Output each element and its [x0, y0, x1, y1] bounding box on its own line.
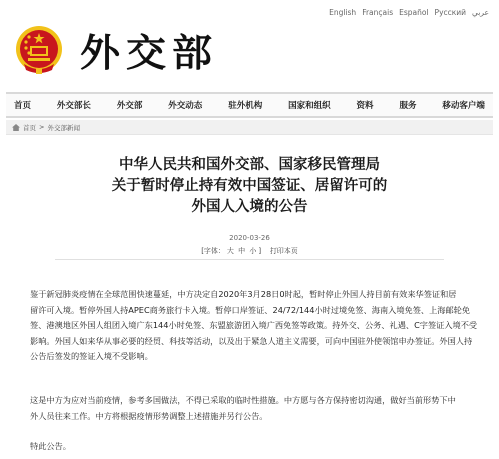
- breadcrumb-home[interactable]: 首页: [23, 123, 36, 132]
- title-line: 中华人民共和国外交部、国家移民管理局: [119, 157, 380, 173]
- paragraph-line: 影响。外国人如来华从事必要的经贸、科技等活动，以及出于紧急人道主义需要，可向中国驻外使领馆申办签证。外国人持: [30, 335, 473, 346]
- nav-countries[interactable]: 国家和组织: [288, 101, 331, 111]
- paragraph-line: 特此公告。: [30, 441, 71, 451]
- breadcrumb-section[interactable]: 外交部新闻: [47, 123, 80, 132]
- font-large-button[interactable]: 大: [226, 247, 234, 255]
- nav-missions[interactable]: 驻外机构: [228, 101, 263, 111]
- font-medium-button[interactable]: 中: [238, 247, 246, 255]
- paragraph-line: 鉴于新冠肺炎疫情在全球范围快速蔓延，中方决定自2020年3月28日0时起，暂时停止外国人持目前有效来华签证和居: [30, 289, 457, 299]
- article-paragraph: [30, 439, 478, 455]
- lang-english[interactable]: English: [329, 8, 357, 17]
- home-icon: [12, 124, 20, 131]
- article-tools: [0, 246, 499, 256]
- article-paragraph: [30, 393, 478, 424]
- lang-french[interactable]: Français: [362, 8, 394, 17]
- lang-spanish[interactable]: Español: [399, 8, 429, 17]
- nav-services[interactable]: 服务: [399, 101, 417, 111]
- nav-news[interactable]: 外交动态: [168, 101, 203, 111]
- site-logo-text[interactable]: 外交部: [80, 31, 218, 76]
- font-size-label: [字体：: [201, 247, 225, 255]
- nav-home[interactable]: 首页: [14, 101, 32, 111]
- nav-ministry[interactable]: 外交部: [116, 101, 143, 111]
- nav-resources[interactable]: 资料: [356, 101, 374, 111]
- divider: [6, 134, 493, 135]
- site-header: [0, 18, 499, 88]
- paragraph-line: 这是中方为应对当前疫情，参考多国做法，不得已采取的临时性措施。中方愿与各方保持密切沟通，做好当前形势下中: [30, 395, 456, 405]
- font-size-label-end: ]: [258, 247, 262, 255]
- paragraph-line: 签、港澳地区外国人组团入境广东144小时免签、东盟旅游团入境广西免签等政策。持外交、公务、礼遇、C字签证入境不受: [30, 320, 478, 330]
- divider: [55, 259, 444, 260]
- nav-mobile-client[interactable]: 移动客户端: [442, 101, 485, 111]
- lang-russian[interactable]: Русский: [434, 8, 467, 17]
- lang-arabic[interactable]: عربي: [472, 8, 489, 17]
- national-emblem-icon[interactable]: [14, 24, 64, 76]
- article-date: 2020-03-26: [229, 234, 270, 242]
- breadcrumb-separator: >: [39, 123, 45, 131]
- title-line: 关于暂时停止持有效中国签证、居留许可的: [111, 178, 388, 194]
- article-paragraph: [30, 287, 478, 365]
- main-nav: [6, 92, 493, 118]
- print-button[interactable]: 打印本页: [269, 247, 298, 255]
- paragraph-line: 外人员往来工作。中方将根据疫情形势调整上述措施并另行公告。: [30, 410, 268, 421]
- nav-minister[interactable]: 外交部长: [56, 101, 91, 111]
- article-title: [0, 155, 499, 218]
- font-small-button[interactable]: 小: [249, 247, 257, 255]
- paragraph-line: 留许可入境。暂停外国人持APEC商务旅行卡入境。暂停口岸签证、24/72/144小时过境免签、海南入境免签、上海邮轮免: [30, 304, 471, 315]
- language-bar: [329, 8, 489, 17]
- title-line: 外国人入境的公告: [191, 199, 308, 215]
- paragraph-line: 公告后签发的签证入境不受影响。: [30, 351, 153, 361]
- breadcrumb: [6, 120, 493, 134]
